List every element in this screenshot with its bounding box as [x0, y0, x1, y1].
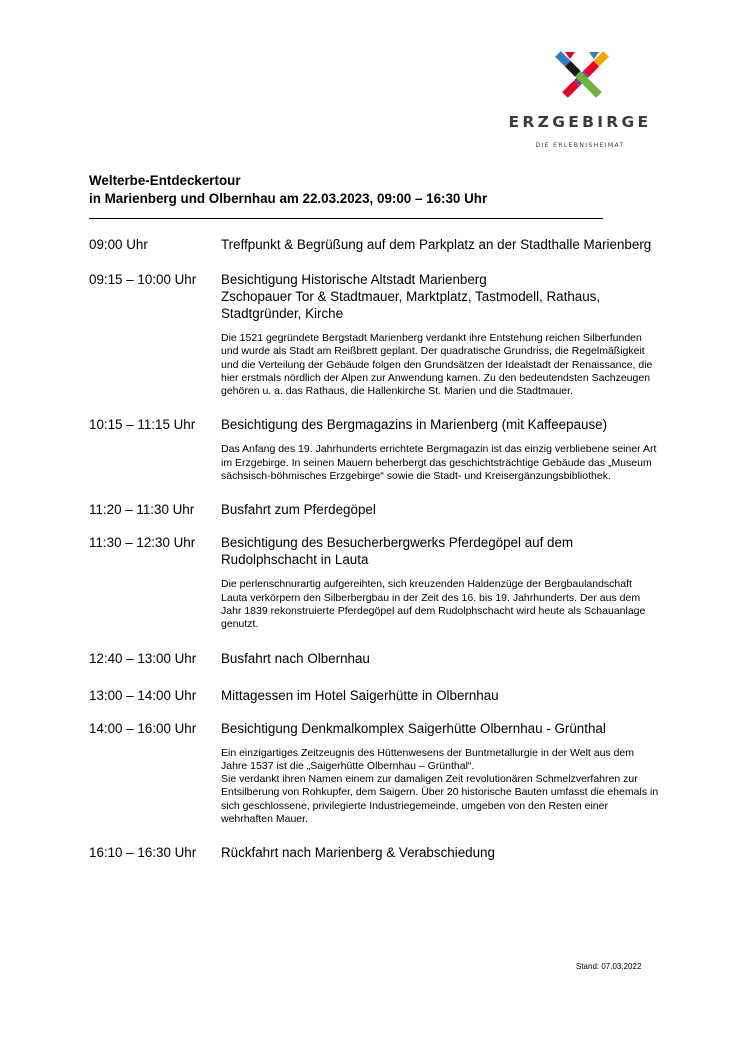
- crossed-hammers-logo-icon: [551, 50, 613, 106]
- agenda-time: 11:30 – 12:30 Uhr: [89, 535, 196, 551]
- agenda-activity: Besichtigung des Besucherbergwerks Pferdegöpel auf dem Rudolphschacht in Lauta: [221, 535, 574, 568]
- agenda-entry: [89, 271, 669, 398]
- agenda-description: Die perlenschnurartig aufgereihten, sich kreuzenden Haldenzüge der Bergbaulandschaft Lauta verkörpern den Silberbergbau in der Zeit des 16. bis 19. Jahrhunderts. Der aus dem Jahr 1839 rekonstruierte Pferdegöpel auf dem Rudolphschacht wird heute als Schauanlage genutzt.: [221, 578, 646, 631]
- agenda-entry: [89, 501, 669, 518]
- agenda-time: 11:20 – 11:30 Uhr: [89, 502, 195, 518]
- logo-tagline: DIE ERLEBNISHEIMAT: [535, 142, 625, 149]
- agenda-entry: [89, 650, 669, 667]
- agenda-time: 12:40 – 13:00 Uhr: [89, 650, 197, 666]
- agenda-entry: [89, 720, 669, 827]
- agenda-activity: Rückfahrt nach Marienberg & Verabschiedung: [221, 845, 495, 861]
- agenda-activity: Treffpunkt & Begrüßung auf dem Parkplatz an der Stadthalle Marienberg: [221, 237, 652, 252]
- agenda-activity: Mittagessen im Hotel Saigerhütte in Olbernhau: [221, 687, 499, 703]
- erzgebirge-logo: [505, 50, 655, 154]
- agenda-activity: Busfahrt zum Pferdegöpel: [221, 502, 376, 518]
- agenda-entry: [89, 236, 669, 253]
- agenda-entry: [89, 844, 669, 861]
- title-line-1: Welterbe-Entdeckertour: [89, 173, 241, 188]
- agenda-entry: [89, 416, 669, 483]
- agenda-description: Das Anfang des 19. Jahrhunderts errichtete Bergmagazin ist das einzig verbliebene seiner Art im Erzgebirge. In seinen Mauern beherbergt das geschichtsträchtige Gebäude das „Museum sächsisch-böhmisches Erzgebirge“ sowie die Stadt- und Kreisergänzungsbibliothek.: [221, 443, 657, 483]
- title-line-2: in Marienberg und Olbernhau am 22.03.2023, 09:00 – 16:30 Uhr: [89, 190, 488, 206]
- agenda-time: 14:00 – 16:00 Uhr: [89, 720, 197, 736]
- agenda-time: 09:15 – 10:00 Uhr: [89, 272, 197, 287]
- agenda-description: Die 1521 gegründete Bergstadt Marienberg verdankt ihre Entstehung reichen Silberfunden und wurde als Stadt am Reißbrett geplant. Der quadratische Grundriss, die Regelmäßigkeit und die Verteilung der Gebäude folgen den Grundsätzen der Idealstadt der Renaissance, die hier erstmals nördlich der Alpen zur Anwendung kamen. Zu den bedeutendsten Sachzeugen gehören u. a. das Rathaus, die Hallenkirche St. Marien und die Stadtmauer.: [221, 332, 653, 398]
- agenda-description: Ein einzigartiges Zeitzeugnis des Hüttenwesens der Buntmetallurgie in der Welt aus dem Jahre 1537 ist die „Saigerhütte Olbernhau – Grünthal“. Sie verdankt ihren Namen einem zur damaligen Zeit revolutionären Schmelzverfahren zur Entsilberung von Rohkupfer, dem Saigern. Über 20 historische Bauten umfasst die ehemals in sich geschlossene, privilegierte Industriegemeinde, umgeben von den Resten einer wehrhaften Mauer.: [221, 746, 659, 826]
- agenda-time: 10:15 – 11:15 Uhr: [89, 417, 196, 433]
- agenda-list: [89, 236, 669, 861]
- agenda-activity: Besichtigung des Bergmagazins in Marienberg (mit Kaffeepause): [221, 417, 608, 433]
- agenda-activity: Besichtigung Denkmalkomplex Saigerhütte Olbernhau - Grünthal: [221, 720, 606, 736]
- agenda-entry: [89, 687, 669, 704]
- agenda-time: 13:00 – 14:00 Uhr: [89, 687, 197, 703]
- agenda-time: 16:10 – 16:30 Uhr: [89, 845, 197, 861]
- logo-wordmark: ERZGEBIRGE: [508, 113, 652, 131]
- stand-date: Stand: 07.03.2022: [576, 962, 642, 971]
- page-title: [89, 172, 487, 207]
- agenda-activity: Besichtigung Historische Altstadt Marienberg Zschopauer Tor & Stadtmauer, Marktplatz, Tastmodell, Rathaus, Stadtgründer, Kirche: [221, 272, 601, 321]
- agenda-activity: Busfahrt nach Olbernhau: [221, 650, 370, 666]
- title-divider: [89, 218, 603, 219]
- agenda-time: 09:00 Uhr: [89, 237, 148, 252]
- agenda-entry: [89, 534, 669, 631]
